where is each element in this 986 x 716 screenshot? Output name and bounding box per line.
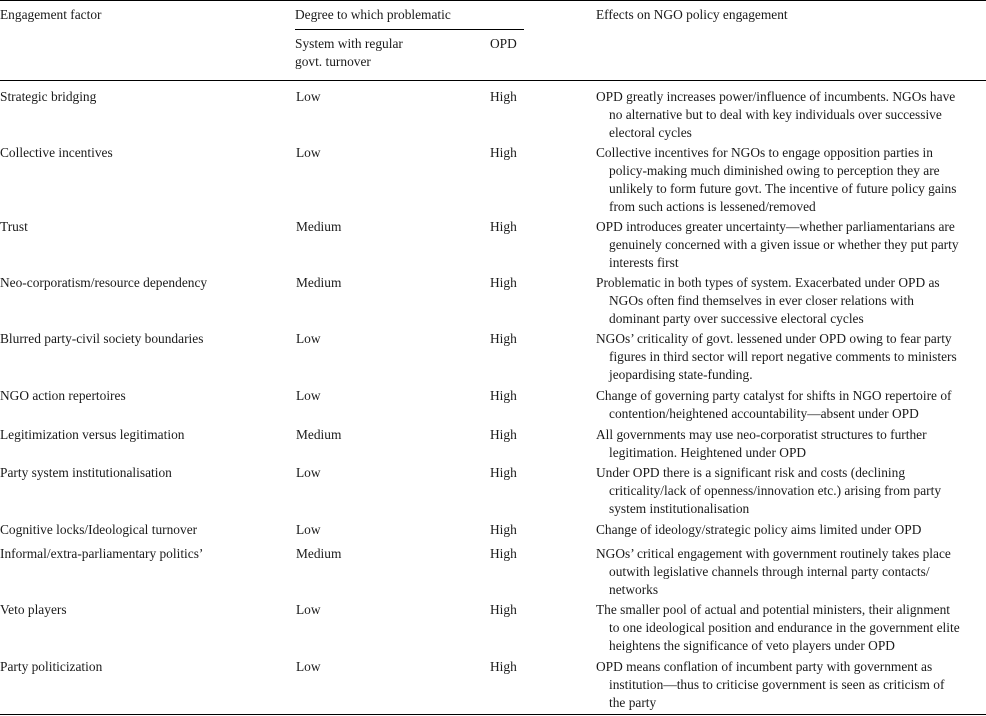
cell-engagement-factor: Cognitive locks/Ideological turnover xyxy=(0,522,198,537)
effect-line: Collective incentives for NGOs to engage opposition parties in xyxy=(596,145,933,160)
header-effects: Effects on NGO policy engagement xyxy=(596,7,788,22)
table-header-rule xyxy=(0,80,986,81)
effect-line: institution—thus to criticise government is seen as criticism of xyxy=(609,677,945,692)
cell-system-degree: Low xyxy=(296,89,321,104)
cell-opd-degree: High xyxy=(490,275,517,290)
cell-system-degree: Medium xyxy=(296,275,342,290)
cell-engagement-factor: NGO action repertoires xyxy=(0,388,126,403)
effect-line: no alternative but to deal with key individuals over successive xyxy=(609,107,942,122)
effect-line: interests first xyxy=(609,255,679,270)
header-system-regular-turnover xyxy=(295,35,403,71)
cell-opd-degree: High xyxy=(490,602,517,617)
cell-system-degree: Low xyxy=(296,465,321,480)
effect-line: OPD introduces greater uncertainty—whether parliamentarians are xyxy=(596,219,955,234)
cell-engagement-factor: Neo-corporatism/resource dependency xyxy=(0,275,208,290)
cell-system-degree: Low xyxy=(296,602,321,617)
cell-engagement-factor: Legitimization versus legitimation xyxy=(0,427,185,442)
cell-effect xyxy=(596,88,986,142)
effect-line: Change of governing party catalyst for shifts in NGO repertoire of xyxy=(596,388,952,403)
table-top-rule xyxy=(0,0,986,1)
cell-effect xyxy=(596,658,986,712)
cell-system-degree: Low xyxy=(296,659,321,674)
cell-system-degree: Medium xyxy=(296,219,342,234)
effect-line: Under OPD there is a significant risk and costs (declining xyxy=(596,465,906,480)
cell-opd-degree: High xyxy=(490,465,517,480)
cell-opd-degree: High xyxy=(490,89,517,104)
effect-line: All governments may use neo-corporatist structures to further xyxy=(596,427,927,442)
effect-line: from such actions is lessened/removed xyxy=(609,199,816,214)
cell-effect xyxy=(596,274,986,328)
effect-line: Change of ideology/strategic policy aims limited under OPD xyxy=(596,522,922,537)
effect-line: networks xyxy=(609,582,659,597)
effect-line: contention/heightened accountability—absent under OPD xyxy=(609,406,919,421)
cell-engagement-factor: Blurred party-civil society boundaries xyxy=(0,331,204,346)
cell-engagement-factor: Trust xyxy=(0,219,28,234)
cell-system-degree: Low xyxy=(296,331,321,346)
cell-system-degree: Medium xyxy=(296,546,342,561)
effect-line: policy-making much diminished owing to perception they are xyxy=(609,163,940,178)
cell-opd-degree: High xyxy=(490,388,517,403)
header-system-line: System with regular xyxy=(295,36,403,51)
effect-line: criticality/lack of openness/innovation etc.) arising from party xyxy=(609,483,942,498)
effect-line: outwith legislative channels through internal party contacts/ xyxy=(609,564,930,579)
cell-effect xyxy=(596,330,986,384)
cell-engagement-factor: Strategic bridging xyxy=(0,89,97,104)
effect-line: heightens the significance of veto players under OPD xyxy=(609,638,895,653)
effect-line: legitimation. Heightened under OPD xyxy=(609,445,807,460)
cell-opd-degree: High xyxy=(490,659,517,674)
table-bottom-rule xyxy=(0,714,986,715)
cell-system-degree: Low xyxy=(296,388,321,403)
effect-line: NGOs’ criticality of govt. lessened under OPD owing to fear party xyxy=(596,331,952,346)
effect-line: to one ideological position and endurance in the government elite xyxy=(609,620,960,635)
effect-line: the party xyxy=(609,695,657,710)
cell-engagement-factor: Informal/extra-parliamentary politics’ xyxy=(0,546,204,561)
cell-opd-degree: High xyxy=(490,145,517,160)
effect-line: jeopardising state-funding. xyxy=(609,367,753,382)
cell-effect xyxy=(596,144,986,216)
effect-line: unlikely to form future govt. The incentive of future policy gains xyxy=(609,181,957,196)
cell-system-degree: Low xyxy=(296,145,321,160)
cell-engagement-factor: Veto players xyxy=(0,602,67,617)
cell-engagement-factor: Party politicization xyxy=(0,659,103,674)
header-subgroup-rule xyxy=(295,29,524,30)
header-degree-problematic: Degree to which problematic xyxy=(295,7,451,22)
header-system-line: govt. turnover xyxy=(295,54,371,69)
effect-line: The smaller pool of actual and potential ministers, their alignment xyxy=(596,602,951,617)
cell-opd-degree: High xyxy=(490,427,517,442)
effect-line: dominant party over successive electoral cycles xyxy=(609,311,864,326)
effect-line: OPD means conflation of incumbent party with government as xyxy=(596,659,933,674)
effect-line: figures in third sector will report negative comments to ministers xyxy=(609,349,957,364)
cell-system-degree: Medium xyxy=(296,427,342,442)
cell-opd-degree: High xyxy=(490,219,517,234)
cell-effect xyxy=(596,464,986,518)
effect-line: genuinely concerned with a given issue or whether they put party xyxy=(609,237,959,252)
cell-effect xyxy=(596,218,986,272)
cell-engagement-factor: Collective incentives xyxy=(0,145,113,160)
cell-opd-degree: High xyxy=(490,522,517,537)
header-engagement-factor: Engagement factor xyxy=(0,7,102,22)
cell-effect xyxy=(596,601,986,655)
cell-effect xyxy=(596,521,986,539)
cell-system-degree: Low xyxy=(296,522,321,537)
effect-line: OPD greatly increases power/influence of incumbents. NGOs have xyxy=(596,89,956,104)
header-opd: OPD xyxy=(490,36,517,51)
cell-effect xyxy=(596,387,986,423)
effect-line: NGOs’ critical engagement with government routinely takes place xyxy=(596,546,951,561)
effect-line: NGOs often find themselves in ever closer relations with xyxy=(609,293,914,308)
effect-line: electoral cycles xyxy=(609,125,692,140)
effect-line: system institutionalisation xyxy=(609,501,750,516)
effect-line: Problematic in both types of system. Exacerbated under OPD as xyxy=(596,275,940,290)
cell-effect xyxy=(596,426,986,462)
cell-engagement-factor: Party system institutionalisation xyxy=(0,465,172,480)
cell-opd-degree: High xyxy=(490,331,517,346)
cell-opd-degree: High xyxy=(490,546,517,561)
cell-effect xyxy=(596,545,986,599)
